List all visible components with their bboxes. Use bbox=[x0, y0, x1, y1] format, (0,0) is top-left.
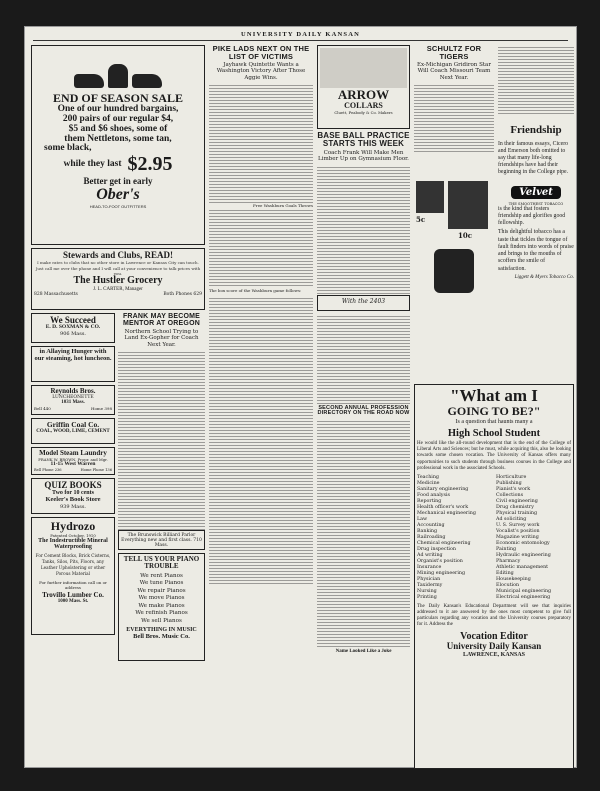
hydrozo-headline: Hydrozo bbox=[50, 519, 96, 533]
going-to-be-headline: GOING TO BE?" bbox=[447, 403, 541, 418]
pike-article-continued bbox=[209, 296, 313, 586]
box-score-note: The box score of the Washburn game follows: bbox=[209, 287, 302, 293]
trovillo-address: 1000 Mass. St. bbox=[57, 599, 89, 605]
vocation-item: Nursing bbox=[417, 588, 437, 594]
soxman-address: 906 Mass. bbox=[60, 331, 86, 338]
sale-price: $2.95 bbox=[127, 153, 173, 176]
vocation-item: Ad soliciting bbox=[496, 516, 527, 522]
vocation-item: Collections bbox=[496, 492, 524, 498]
pianos-list bbox=[121, 573, 202, 626]
vocation-item: Housekeeping bbox=[496, 576, 531, 582]
keeler-address: 939 Mass. bbox=[60, 503, 86, 510]
stewards-headline: Stewards and Clubs, READ! bbox=[62, 250, 174, 260]
griffin-ad bbox=[31, 418, 115, 444]
vocation-item: Vocalist's position bbox=[496, 528, 540, 534]
hydrozo-date: Patented October, 1910 bbox=[50, 532, 96, 538]
velvet-logo: Velvet bbox=[511, 186, 561, 199]
vocation-item: Taxidermy bbox=[417, 582, 443, 588]
masthead: UNIVERSITY DAILY KANSAN bbox=[33, 29, 568, 41]
ober-logo-sub: HEAD-TO-FOOT OUTFITTERS bbox=[89, 203, 147, 209]
vocation-item: Drug inspection bbox=[417, 546, 456, 552]
hydrozo-ad bbox=[31, 517, 115, 635]
pianos-headline: TELL US YOUR PIANO TROUBLE bbox=[123, 554, 200, 571]
question-sub: Is a question that haunts many a bbox=[455, 419, 533, 426]
velvet-tin-small bbox=[416, 181, 444, 213]
keeler-name: Keeler's Book Store bbox=[45, 495, 101, 503]
piano-service-item: We move Pianos bbox=[138, 595, 185, 602]
friendship-headline: Friendship bbox=[510, 124, 562, 136]
cigar-banner: With the 2403 bbox=[317, 295, 410, 311]
baseball-article-body bbox=[317, 165, 410, 295]
sale-line: some black, bbox=[44, 143, 92, 154]
we-succeed-ad-1 bbox=[31, 313, 115, 343]
vocation-item: Railroading bbox=[417, 534, 446, 540]
bell-bros-name: Bell Bros. Music Co. bbox=[133, 632, 190, 640]
velvet-jar bbox=[434, 249, 474, 293]
sale-line: 200 pairs of our regular $4, bbox=[62, 113, 174, 124]
hydrozo-info: For further information call on or address bbox=[39, 579, 107, 590]
column-2 bbox=[209, 45, 313, 761]
piano-service-item: We rent Pianos bbox=[140, 572, 183, 579]
vocation-item: Publishing bbox=[496, 480, 522, 486]
pike-article-body bbox=[209, 83, 313, 203]
velvet-body-2: is the kind that fosters friendship and glorifies good fellowship. bbox=[498, 205, 566, 227]
velvet-tin-large bbox=[448, 181, 488, 229]
soxman-name: E. D. SOXMAN & CO. bbox=[45, 324, 101, 331]
baseball-article-continued bbox=[317, 314, 410, 404]
vocation-item: Hydraulic engineering bbox=[496, 552, 551, 558]
velvet-body-3: This delightful tobacco has a taste that tickles the tongue of fault finders into words of praise and brings to the mouths of scoffers the smile of satisfaction. bbox=[498, 229, 574, 272]
vocation-item: Drug chemistry bbox=[496, 504, 534, 510]
vocation-item: Banking bbox=[417, 528, 438, 534]
vocation-item: Civil engineering bbox=[496, 498, 538, 504]
pianos-everything: EVERYTHING IN MUSIC bbox=[126, 627, 197, 634]
high-school-student: High School Student bbox=[447, 427, 541, 439]
vocation-item: Printing bbox=[417, 594, 437, 600]
box-score-title: Free Washburn Goals Throws bbox=[253, 202, 313, 208]
vocation-item: Athletic management bbox=[496, 564, 549, 570]
vocation-item: Physical training bbox=[496, 510, 538, 516]
hydrozo-uses: For Cement Blocks, Brick Cisterns, Tanks, Silos, Pits, Floors, any Leather Upholstering or other Porous Material bbox=[35, 553, 111, 576]
vocation-item: Ad writing bbox=[417, 552, 443, 558]
vocation-item: Electrical engineering bbox=[496, 594, 551, 600]
trovillo-name: Trovillo Lumber Co. bbox=[42, 590, 104, 599]
vocation-item: Elocution bbox=[496, 582, 520, 588]
sale-line: while they last bbox=[63, 158, 122, 169]
hunger-ad bbox=[31, 346, 115, 382]
velvet-price-10c: 10c bbox=[458, 230, 473, 240]
stewards-text: I make rates to clubs that no other store in Lawrence or Kansas City can touch. Just call me over the phone and I will call at your convenience to talk prices with you. bbox=[35, 260, 201, 276]
quiz-sub: Two for 10 cents bbox=[52, 490, 94, 497]
arrow-product: COLLARS bbox=[344, 100, 383, 110]
hunger-text: in Allaying Hunger with our steaming, hot luncheon. bbox=[34, 348, 112, 362]
piano-service-item: We sell Pianos bbox=[141, 617, 182, 624]
what-am-i-footer: The Daily Kansan's Educational Department will see that inquiries addressed to it are answered by the ones most competent to give full particulars regarding any vocation and the University courses preparatory for it. Address the bbox=[417, 603, 571, 628]
sale-line: $5 and $6 shoes, some of bbox=[68, 123, 168, 134]
vocation-item: Reporting bbox=[417, 498, 442, 504]
reynolds-address: 1031 Mass. bbox=[61, 400, 85, 406]
joke-headline: Name Looked Like a Joke bbox=[335, 648, 392, 654]
tobacco-illustration bbox=[414, 159, 494, 309]
ober-ad bbox=[31, 45, 205, 245]
newspaper-page bbox=[24, 26, 577, 768]
vocation-item: Law bbox=[417, 516, 428, 522]
schultz-subhead: Ex-Michigan Gridiron Star Will Coach Missouri Team Next Year. bbox=[417, 62, 491, 81]
sale-line: them Nettletons, some tan, bbox=[64, 133, 172, 144]
schultz-article-continued bbox=[498, 45, 574, 115]
arrow-brand: ARROW bbox=[337, 87, 390, 102]
sale-tagline: Better get in early bbox=[83, 176, 153, 187]
vocation-list-left bbox=[417, 475, 492, 601]
sale-headline: END OF SEASON SALE bbox=[53, 91, 183, 105]
liggett-signature: Liggett & Myers Tobacco Co. bbox=[514, 274, 574, 280]
stewards-ad bbox=[31, 248, 205, 310]
vocation-item: Editing bbox=[496, 570, 514, 576]
vocation-item: Teaching bbox=[417, 475, 439, 480]
laundry-headline: Model Steam Laundry bbox=[39, 449, 107, 457]
second-directory-headline: SECOND ANNUAL PROFESSION DIRECTORY ON THE ROAD NOW bbox=[317, 404, 410, 417]
baseball-headline: BASE BALL PRACTICE STARTS THIS WEEK bbox=[317, 131, 410, 148]
vocation-item: Magazine writing bbox=[496, 534, 539, 540]
laundry-ad bbox=[31, 447, 115, 475]
velvet-body-1: In their famous essays, Cicero and Emerson both omitted to say that many life-long friendships have had their beginning in the College pipe. bbox=[498, 140, 569, 176]
vocation-item: Chemical engineering bbox=[417, 540, 471, 546]
vocation-item: Municipal engineering bbox=[496, 588, 552, 594]
reynolds-home: Home 398 bbox=[91, 405, 112, 411]
schultz-headline: SCHULTZ FOR TIGERS bbox=[426, 45, 482, 61]
hustler-grocery: The Hustler Grocery bbox=[73, 275, 163, 287]
what-am-i-ad bbox=[414, 384, 574, 769]
vocation-item: Painting bbox=[496, 546, 517, 552]
frank-subhead: Northern School Trying to Land Ex-Gopher for Coach Next Year. bbox=[124, 329, 199, 348]
schultz-article-body bbox=[414, 83, 494, 153]
laundry-owner: FRANK W. BROWN, Propr. and Mgr. bbox=[38, 457, 108, 463]
vocation-item: Horticulture bbox=[496, 475, 527, 480]
column-1 bbox=[31, 45, 205, 761]
vocation-item: Mechanical engineering bbox=[417, 510, 476, 516]
vocation-item: Medicine bbox=[417, 480, 440, 486]
stewards-address: 828 Massachusetts bbox=[34, 291, 78, 297]
vocation-item: Organist's position bbox=[417, 558, 463, 564]
piano-service-item: We tune Pianos bbox=[139, 580, 184, 587]
vocation-item: Accounting bbox=[417, 522, 445, 528]
frank-article-body bbox=[118, 350, 205, 530]
quiz-headline: QUIZ BOOKS bbox=[44, 480, 102, 490]
reynolds-bell: Bell 440 bbox=[34, 405, 51, 411]
vocation-item: Pharmacy bbox=[496, 558, 521, 564]
vocation-list-right bbox=[496, 475, 571, 601]
hydrozo-sub: The Indestructible Mineral Waterproofing bbox=[38, 537, 108, 550]
pike-subhead: Jayhawk Quintette Wants a Washington Victory After Those Aggie Wins. bbox=[216, 62, 306, 81]
stewards-owner: J. L. CARTER, Manager bbox=[93, 286, 143, 292]
directory-article-body bbox=[317, 419, 410, 649]
paper-city: LAWRENCE, KANSAS bbox=[462, 651, 525, 658]
collar-illustration bbox=[320, 48, 407, 88]
bell-pianos-ad bbox=[118, 553, 205, 661]
vocation-item: U. S. Survey work bbox=[496, 522, 540, 528]
vocation-editor: Vocation Editor bbox=[460, 630, 528, 642]
reynolds-name: Reynolds Bros. bbox=[50, 387, 96, 395]
column-3 bbox=[317, 45, 410, 761]
vocation-item: Insurance bbox=[417, 564, 442, 570]
laundry-address: 11-15 West Warren bbox=[50, 461, 96, 468]
laundry-home: Home Phone 136 bbox=[80, 468, 112, 473]
what-am-i-body: He would like the all-round development that is the end of the College of Liberal Arts and Sciences; but he must, while acquiring this, also be looking towards some chosen vocation. The University of Kansas offers many opportunities to such students through business courses in the College and professional work in the associated Schools. bbox=[417, 440, 571, 471]
griffin-sub: COAL, WOOD, LIME, CEMENT bbox=[36, 428, 110, 434]
laundry-bell: Bell Phone 236 bbox=[34, 468, 62, 473]
reynolds-ad bbox=[31, 385, 115, 415]
piano-service-item: We make Pianos bbox=[138, 602, 185, 609]
vocation-item: Sanitary engineering bbox=[417, 486, 469, 492]
pike-headline: PIKE LADS NEXT ON THE LIST OF VICTIMS bbox=[212, 45, 310, 61]
vocation-item: Food analysis bbox=[417, 492, 450, 498]
arrow-collar-ad bbox=[317, 45, 410, 129]
vocation-item: Pianist's work bbox=[496, 486, 531, 492]
quiz-books-ad bbox=[31, 478, 115, 514]
paper-name: University Daily Kansan bbox=[446, 641, 542, 652]
piano-service-item: We repair Pianos bbox=[137, 587, 186, 594]
baseball-subhead: Coach Frank Will Make Men Limber Up on Gymnasium Floor. bbox=[318, 150, 409, 163]
velvet-logo-sub: THE SMOOTHEST TOBACCO bbox=[508, 201, 564, 206]
arrow-sub: Cluett, Peabody & Co. Makers bbox=[334, 110, 393, 116]
we-succeed-headline: We Succeed bbox=[50, 315, 96, 325]
reynolds-sub: LUNCHEONETTE bbox=[52, 395, 94, 401]
piano-service-item: We refinish Pianos bbox=[135, 610, 188, 617]
vocation-item: Mining engineering bbox=[417, 570, 466, 576]
sale-line: One of our hundred bargains, bbox=[57, 103, 179, 114]
vocation-item: Health officer's work bbox=[417, 504, 469, 510]
box-score bbox=[209, 208, 313, 288]
velvet-price-5c: 5c bbox=[416, 214, 426, 224]
shoes-illustration bbox=[34, 48, 202, 88]
ober-logo: Ober's bbox=[96, 185, 140, 203]
what-am-i-headline: "What am I bbox=[450, 386, 538, 405]
brunswick-ad: The Brunswick Billiard Parlor Everything new and first class. 710 Mass. bbox=[118, 530, 205, 550]
vocation-item: Economic entomology bbox=[496, 540, 550, 546]
vocation-item: Physician bbox=[417, 576, 441, 582]
stewards-phones: Both Phones 629 bbox=[163, 291, 202, 297]
frank-headline: FRANK MAY BECOME MENTOR AT OREGON bbox=[122, 313, 201, 327]
griffin-headline: Griffin Coal Co. bbox=[46, 420, 100, 429]
